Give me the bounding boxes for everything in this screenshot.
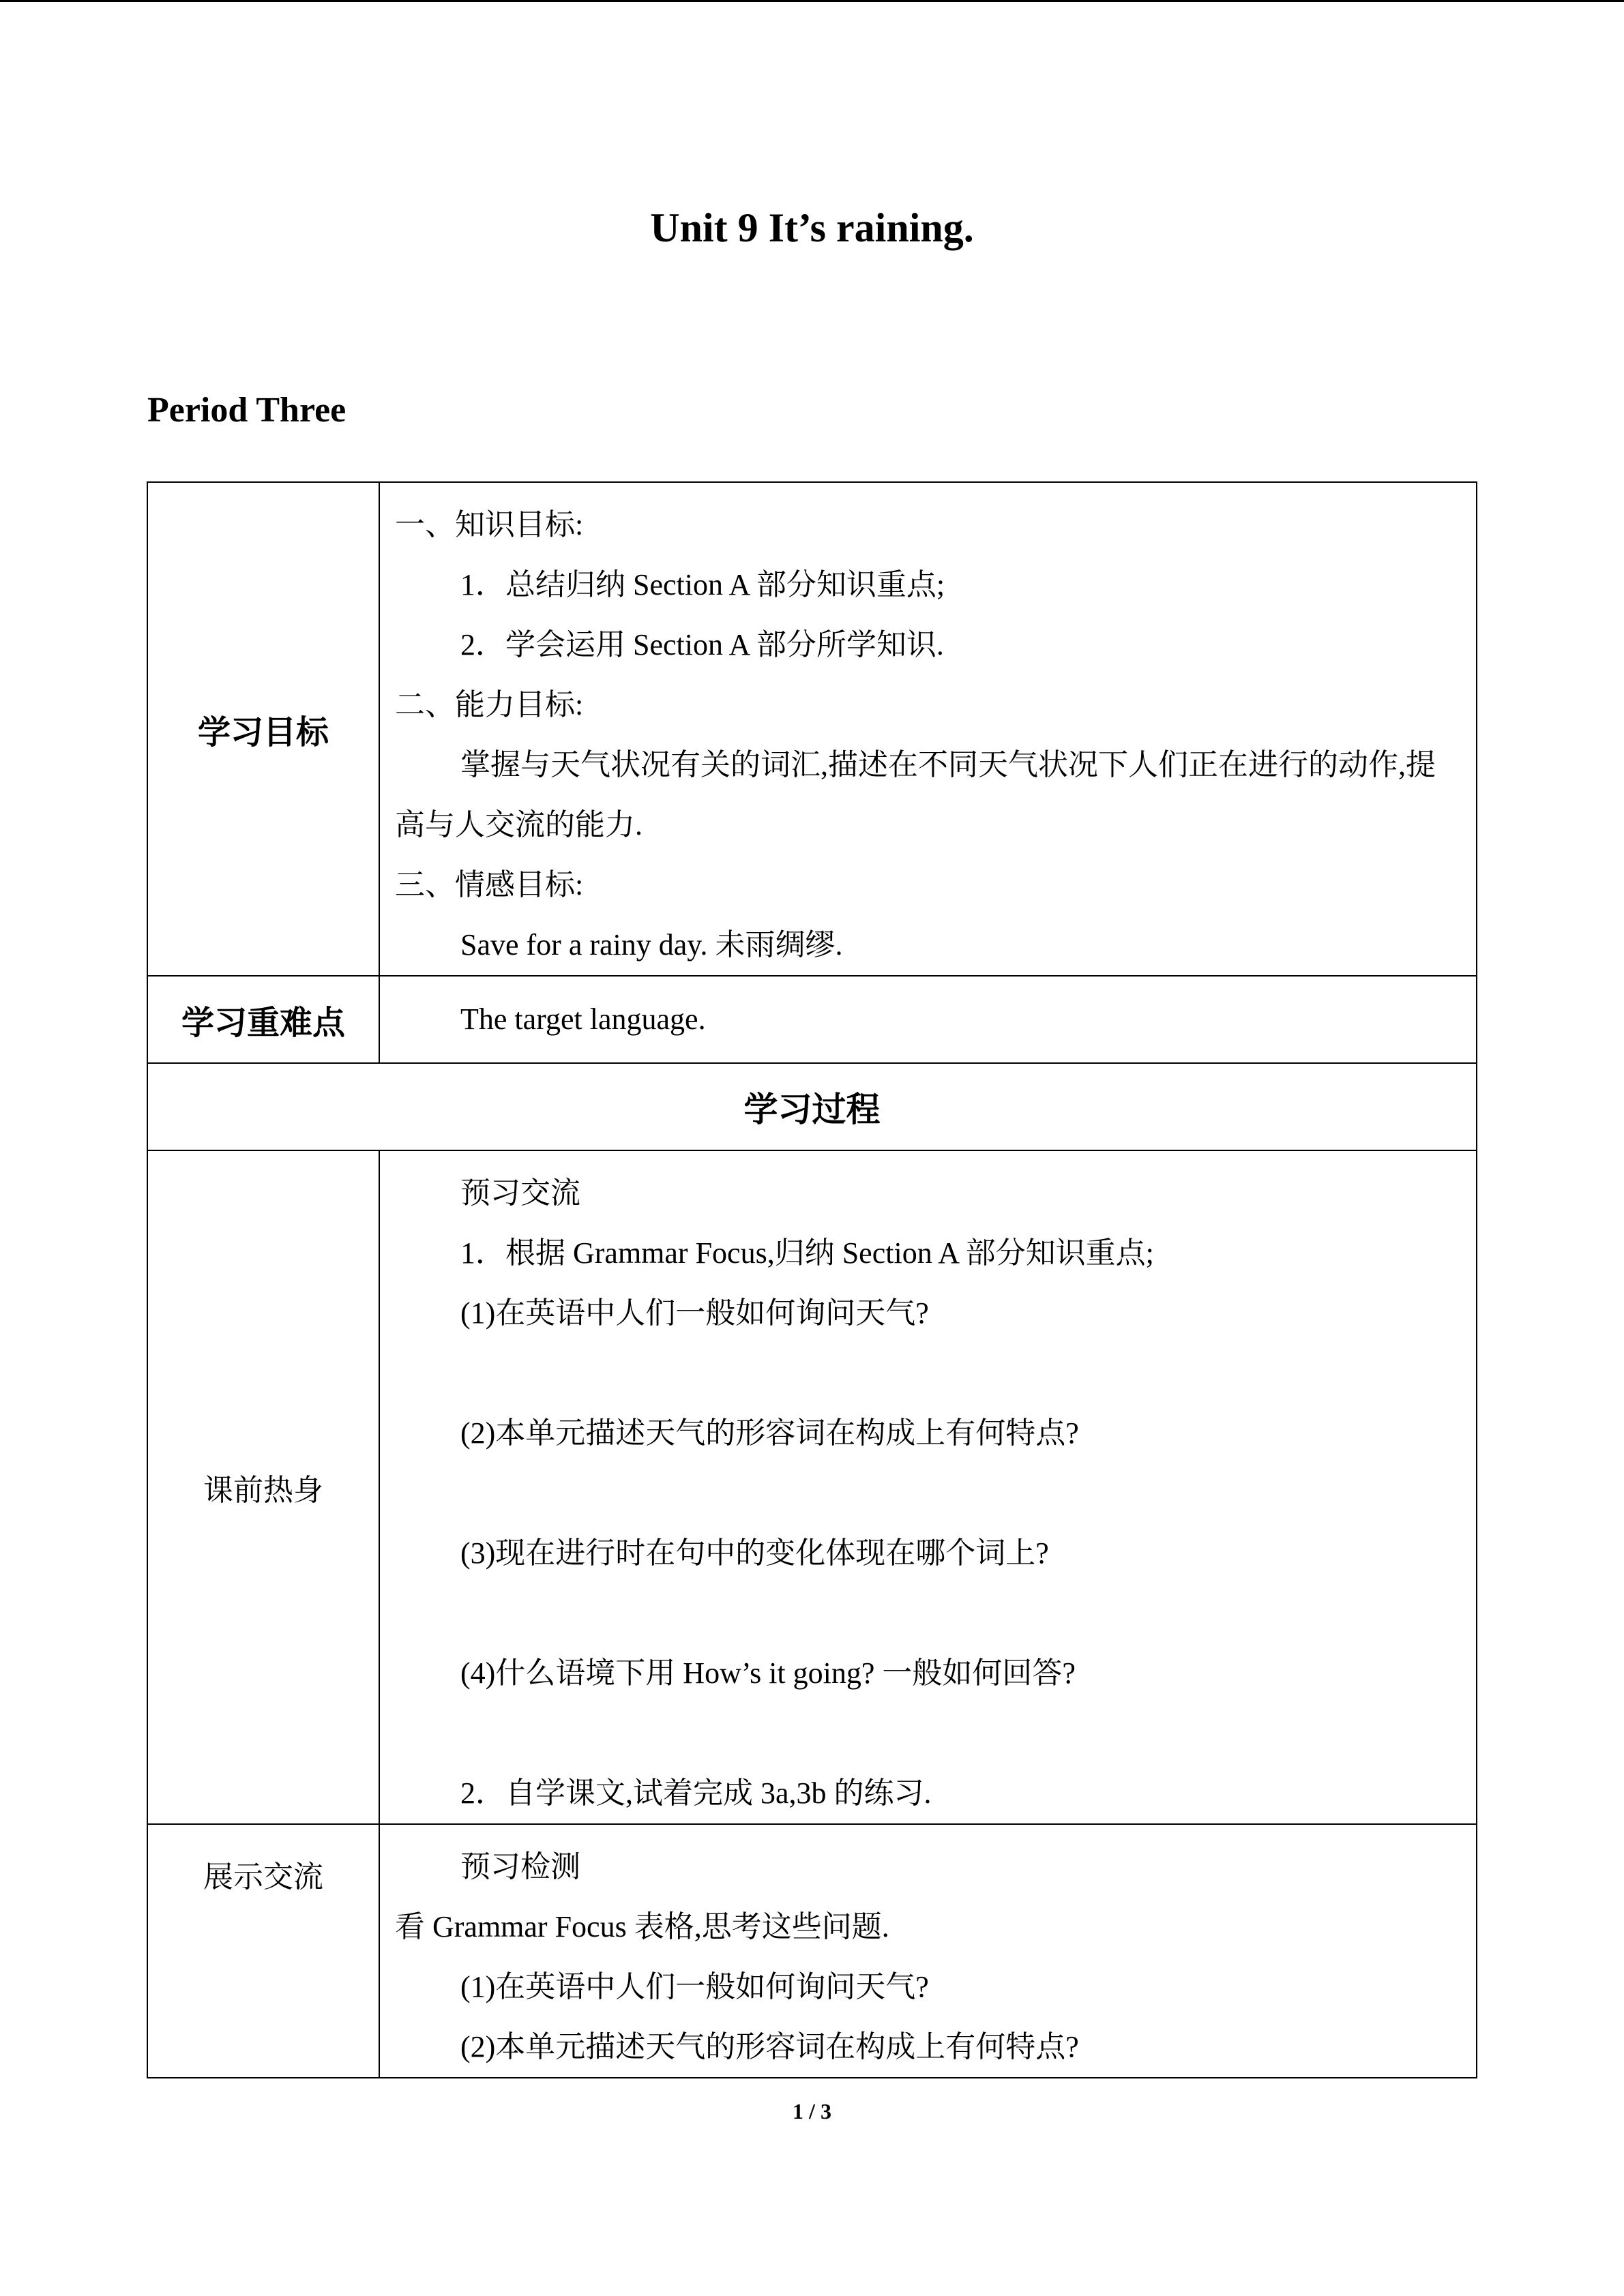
knowledge-goal-heading: 一、知识目标: xyxy=(395,508,584,541)
warmup-question-2: (2)本单元描述天气的形容词在构成上有何特点? xyxy=(460,1416,1079,1450)
warmup-question-3: (3)现在进行时在句中的变化体现在哪个词上? xyxy=(460,1536,1049,1570)
answer-space xyxy=(395,1343,1456,1403)
process-header: 学习过程 xyxy=(147,1063,1477,1150)
ability-goal-heading: 二、能力目标: xyxy=(395,688,584,721)
emotion-goal-text: Save for a rainy day. 未雨绸缪. xyxy=(460,928,843,961)
answer-space xyxy=(395,1463,1456,1523)
page-number: 1 / 3 xyxy=(793,2099,831,2123)
show-row xyxy=(147,1824,1477,2078)
document-title: Unit 9 It’s raining. xyxy=(650,205,974,250)
knowledge-goal-1: 1．总结归纳 Section A 部分知识重点; xyxy=(460,568,945,601)
goals-label: 学习目标 xyxy=(147,482,379,976)
warmup-content xyxy=(379,1150,1477,1824)
emotion-goal-heading: 三、情感目标: xyxy=(395,868,584,901)
show-item-1: 看 Grammar Focus 表格,思考这些问题. xyxy=(395,1910,889,1943)
answer-space xyxy=(395,1703,1456,1763)
show-heading: 预习检测 xyxy=(460,1850,580,1883)
key-points-content xyxy=(379,976,1477,1063)
ability-goal-text: 掌握与天气状况有关的词汇,描述在不同天气状况下人们正在进行的动作,提高与人交流的能力. xyxy=(395,748,1436,841)
show-question-2: (2)本单元描述天气的形容词在构成上有何特点? xyxy=(460,2030,1079,2063)
key-points-label: 学习重难点 xyxy=(147,976,379,1063)
goals-row xyxy=(147,482,1477,976)
answer-space xyxy=(395,1583,1456,1643)
show-content xyxy=(379,1824,1477,2078)
show-label: 展示交流 xyxy=(147,1824,379,2078)
lesson-plan-table xyxy=(147,481,1477,2078)
key-points-row xyxy=(147,976,1477,1063)
warmup-label: 课前热身 xyxy=(147,1150,379,1824)
process-header-row xyxy=(147,1063,1477,1150)
warmup-item-1: 1．根据 Grammar Focus,归纳 Section A 部分知识重点; xyxy=(460,1236,1154,1270)
show-question-1: (1)在英语中人们一般如何询问天气? xyxy=(460,1970,929,2003)
period-heading: Period Three xyxy=(147,391,346,430)
top-border-line xyxy=(0,0,1624,2)
goals-content xyxy=(379,482,1477,976)
warmup-item-2: 2．自学课文,试着完成 3a,3b 的练习. xyxy=(460,1776,932,1810)
warmup-heading: 预习交流 xyxy=(460,1176,580,1210)
knowledge-goal-2: 2．学会运用 Section A 部分所学知识. xyxy=(460,628,944,661)
warmup-question-4: (4)什么语境下用 How’s it going? 一般如何回答? xyxy=(460,1656,1076,1690)
key-points-text: The target language. xyxy=(460,1002,706,1036)
warmup-question-1: (1)在英语中人们一般如何询问天气? xyxy=(460,1296,929,1330)
warmup-row xyxy=(147,1150,1477,1824)
